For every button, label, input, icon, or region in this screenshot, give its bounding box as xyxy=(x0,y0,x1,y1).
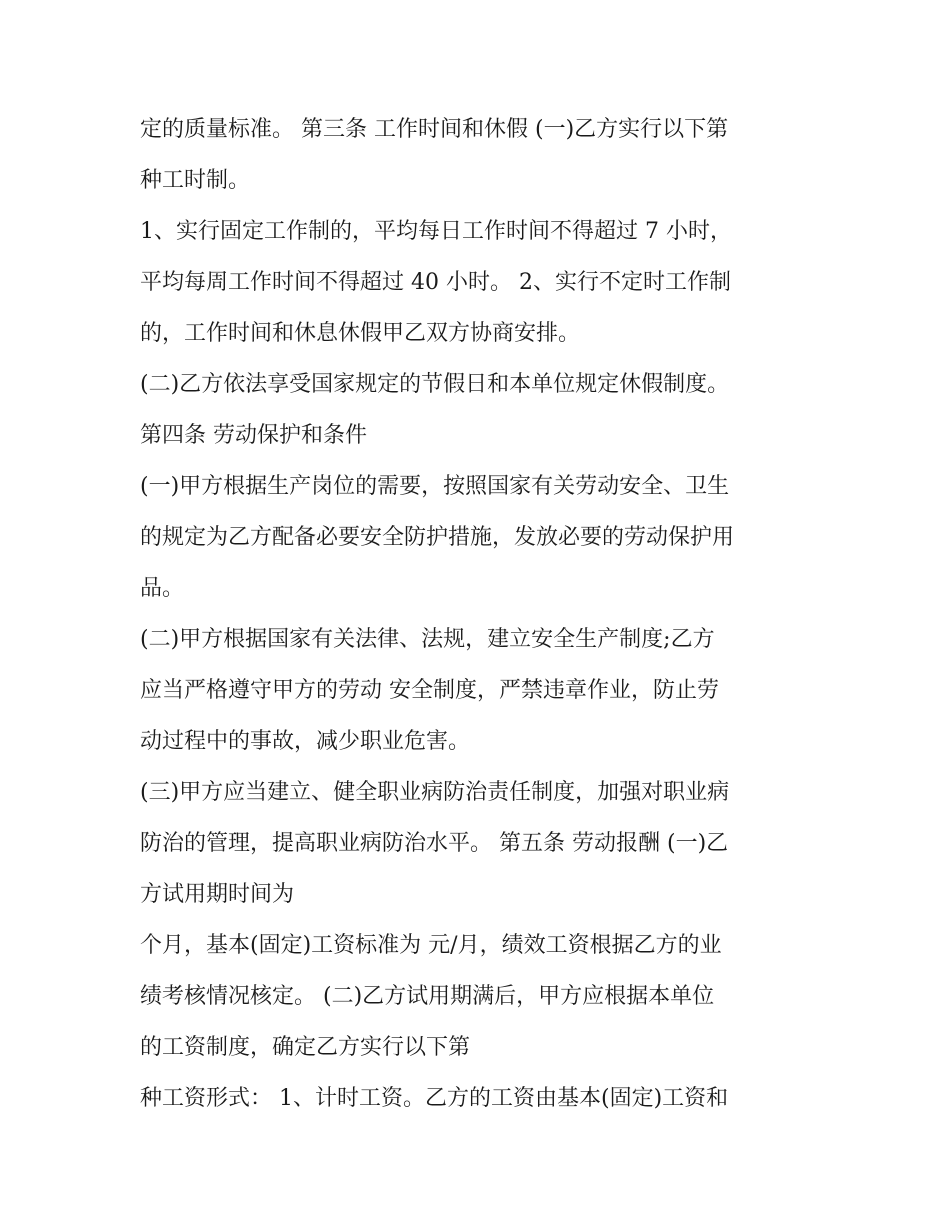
text-line-8: (一)甲方根据生产岗位的需要，按照国家有关劳动安全、卫生 xyxy=(140,474,730,499)
text-line-3: 1、实行固定工作制的，平均每日工作时间不得超过 7 小时， xyxy=(140,219,732,244)
text-line-1: 定的质量标准。 第三条 工作时间和休假 (一)乙方实行以下第 xyxy=(140,117,729,142)
text-line-16: 方试用期时间为 xyxy=(140,882,295,907)
text-line-9: 的规定为乙方配备必要安全防护措施，发放必要的劳动保护用 xyxy=(140,525,735,550)
text-line-11: (二)甲方根据国家有关法律、法规，建立安全生产制度;乙方 xyxy=(140,627,715,652)
text-line-10: 品。 xyxy=(140,576,185,601)
text-line-2: 种工时制。 xyxy=(140,168,251,193)
text-line-5: 的，工作时间和休息休假甲乙双方协商安排。 xyxy=(140,321,581,346)
text-line-19: 的工资制度，确定乙方实行以下第 xyxy=(140,1035,471,1060)
text-line-14: (三)甲方应当建立、健全职业病防治责任制度，加强对职业病 xyxy=(140,780,730,805)
text-line-15: 防治的管理，提高职业病防治水平。 第五条 劳动报酬 (一)乙 xyxy=(140,831,729,856)
contract-text xyxy=(140,104,820,1124)
text-line-20: 种工资形式： 1、计时工资。乙方的工资由基本(固定)工资和 xyxy=(140,1086,729,1111)
text-line-12: 应当严格遵守甲方的劳动 安全制度，严禁违章作业，防止劳 xyxy=(140,678,719,703)
text-line-17: 个月，基本(固定)工资标准为 元/月，绩效工资根据乙方的业 xyxy=(140,933,722,958)
text-line-7: 第四条 劳动保护和条件 xyxy=(140,423,367,448)
text-line-6: (二)乙方依法享受国家规定的节假日和本单位规定休假制度。 xyxy=(140,372,730,397)
text-line-4: 平均每周工作时间不得超过 40 小时。 2、实行不定时工作制 xyxy=(140,270,731,295)
text-line-18: 绩考核情况核定。 (二)乙方试用期满后，甲方应根据本单位 xyxy=(140,984,715,1009)
text-line-13: 动过程中的事故，减少职业危害。 xyxy=(140,729,471,754)
